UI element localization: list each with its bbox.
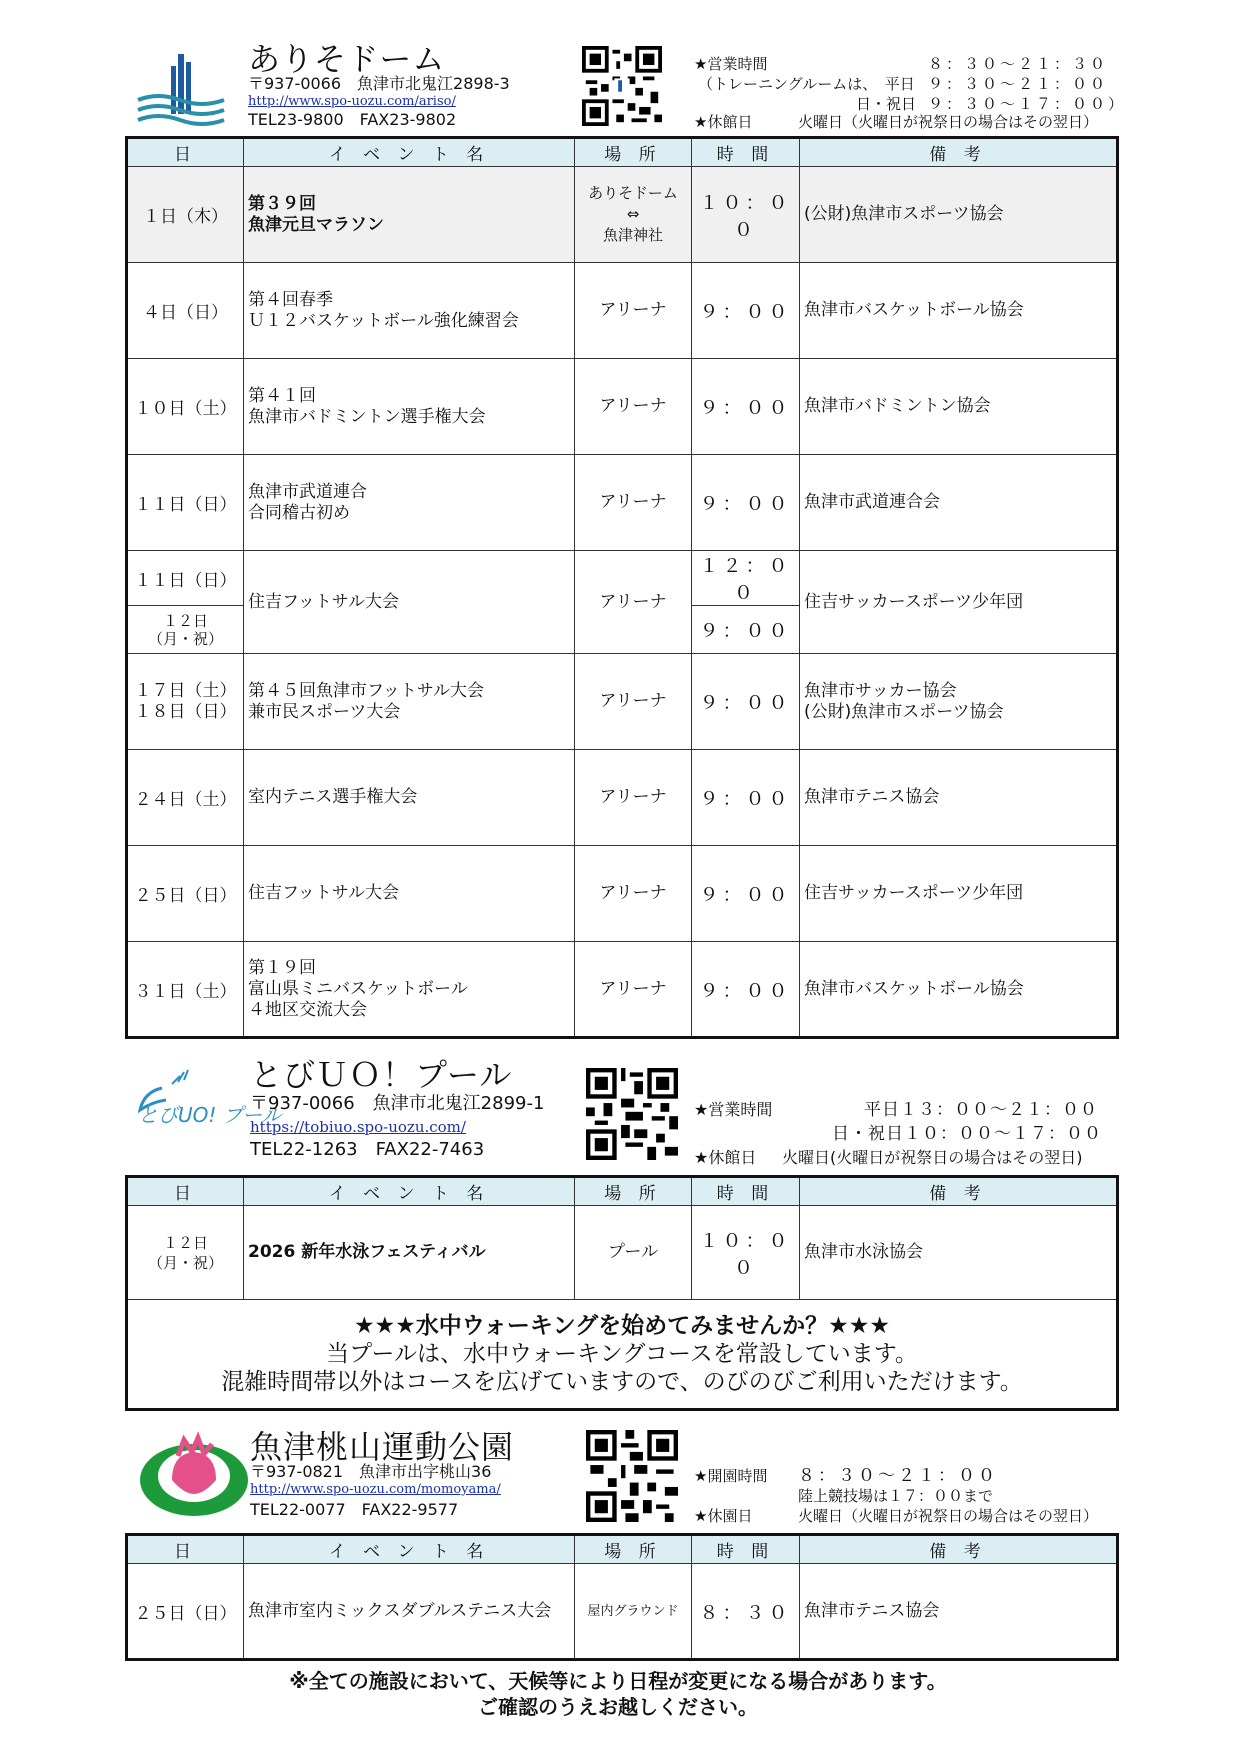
tobiuo-schedule-table	[125, 1175, 1119, 1411]
date-line: （月・祝）	[147, 629, 223, 648]
row-note: 魚津市水泳協会	[800, 1206, 1118, 1300]
event-line: 合同稽古初め	[248, 502, 350, 523]
notice-line: 混雑時間帯以外はコースを広げていますので、のびのびご利用いただけます。	[221, 1369, 1023, 1395]
ariso-closed: 火曜日（火曜日が祝祭日の場合はその翌日）	[798, 113, 1099, 131]
table-header-row	[127, 1177, 1118, 1206]
notice-title: ★★★水中ウォーキングを始めてみませんか？★★★	[353, 1313, 891, 1339]
note-line: (公財)魚津市スポーツ協会	[804, 701, 1004, 722]
momoyama-schedule-table	[125, 1533, 1119, 1661]
row-date: １１日（日）	[127, 551, 244, 606]
ariso-url-link[interactable]: http://www.spo-uozu.com/ariso/	[248, 94, 456, 109]
col-time-header: 時 間	[692, 138, 800, 167]
event-line: 第３９回	[248, 193, 316, 214]
row-date: １０日（土）	[127, 359, 244, 455]
row-time: １２：００	[692, 551, 800, 606]
event-line: 第４５回魚津市フットサル大会	[248, 680, 484, 701]
row-time: ９：００	[692, 359, 800, 455]
row-date: ４日（日）	[127, 263, 244, 359]
momoyama-logo	[138, 1432, 250, 1518]
row-time: ９：００	[692, 455, 800, 551]
row-note: 魚津市バスケットボール協会	[800, 942, 1118, 1038]
row-time: ９：００	[692, 846, 800, 942]
table-row	[127, 1564, 1118, 1660]
event-line: 魚津市武道連合	[248, 481, 367, 502]
row-time: １０：００	[692, 1206, 800, 1300]
row-time: ９：００	[692, 942, 800, 1038]
row-note: 住吉サッカースポーツ少年団	[800, 551, 1118, 654]
row-place: 屋内グラウンド	[575, 1564, 692, 1660]
col-event-header: イ ベ ン ト 名	[244, 1535, 575, 1564]
row-date	[127, 1206, 244, 1300]
arrow-icon: ⇔	[626, 205, 640, 223]
row-event: 2026 新年水泳フェスティバル	[244, 1206, 575, 1300]
col-date-header: 日	[127, 138, 244, 167]
col-place-header: 場 所	[575, 1177, 692, 1206]
row-time: １０：００	[692, 167, 800, 263]
tobiuo-tel: TEL22-1263 FAX22-7463	[250, 1139, 485, 1160]
row-note: 魚津市テニス協会	[800, 1564, 1118, 1660]
momoyama-hours-label: ★開園時間	[694, 1467, 768, 1485]
row-note: 魚津市武道連合会	[800, 455, 1118, 551]
row-time: ９：００	[692, 750, 800, 846]
tobiuo-hours-holiday: 日・祝日１０：００〜１７：００	[832, 1124, 1102, 1144]
momoyama-qr-code	[586, 1430, 678, 1522]
notice-row	[127, 1300, 1118, 1410]
ariso-hours-label-2: （トレーニングルームは、 平日	[698, 75, 915, 93]
date-line: １８日（日）	[134, 701, 237, 722]
row-date: ２４日（土）	[127, 750, 244, 846]
ariso-qr-code	[582, 46, 662, 126]
col-time-header: 時 間	[692, 1535, 800, 1564]
ariso-logo	[136, 52, 226, 128]
table-row	[127, 455, 1118, 551]
row-note: 住吉サッカースポーツ少年団	[800, 846, 1118, 942]
date-line: １７日（土）	[134, 680, 237, 701]
ariso-hours-label-3: 日・祝日	[856, 95, 917, 113]
notice-line: 当プールは、水中ウォーキングコースを常設しています。	[326, 1341, 918, 1367]
momoyama-closed-label: ★休園日	[694, 1507, 753, 1525]
date-line: （月・祝）	[147, 1253, 223, 1272]
tobiuo-logo-text: とびUO! プール	[138, 1103, 282, 1127]
table-row	[127, 359, 1118, 455]
row-event: 室内テニス選手権大会	[244, 750, 575, 846]
table-row	[127, 750, 1118, 846]
row-time: ９：００	[692, 654, 800, 750]
col-event-header: イ ベ ン ト 名	[244, 1177, 575, 1206]
momoyama-closed: 火曜日（火曜日が祝祭日の場合はその翌日）	[798, 1507, 1099, 1525]
date-line: １２日	[162, 1233, 208, 1252]
ariso-name: ありそドーム	[248, 40, 446, 78]
col-note-header: 備 考	[800, 1177, 1118, 1206]
col-note-header: 備 考	[800, 138, 1118, 167]
col-date-header: 日	[127, 1535, 244, 1564]
tobiuo-closed-label: ★休館日	[694, 1148, 757, 1167]
row-date: ２５日（日）	[127, 846, 244, 942]
note-line: 魚津市サッカー協会	[804, 680, 957, 701]
row-place: アリーナ	[575, 551, 692, 654]
event-line: 魚津元旦マラソン	[248, 214, 384, 235]
row-event	[244, 654, 575, 750]
ariso-hours-value-2: ９：３０〜２１：００	[928, 75, 1109, 93]
row-event: 魚津市室内ミックスダブルステニス大会	[244, 1564, 575, 1660]
tobiuo-closed: 火曜日(火曜日が祝祭日の場合はその翌日)	[782, 1148, 1083, 1167]
momoyama-hours: ８：３０〜２１：００	[798, 1466, 998, 1486]
row-place: アリーナ	[575, 455, 692, 551]
tobiuo-logo	[132, 1062, 282, 1146]
col-time-header: 時 間	[692, 1177, 800, 1206]
event-line: 第１９回	[248, 957, 316, 978]
event-line: 第４回春季	[248, 289, 333, 310]
table-row	[127, 654, 1118, 750]
ariso-hours-label-1: ★営業時間	[694, 55, 768, 73]
table-row	[127, 551, 1118, 606]
place-line: 魚津神社	[602, 226, 663, 244]
row-event: 住吉フットサル大会	[244, 551, 575, 654]
ariso-hours-value-1: ８：３０〜２１：３０	[928, 55, 1109, 73]
footer-line: ※全ての施設において、天候等により日程が変更になる場合があります。	[289, 1669, 947, 1693]
table-header-row	[127, 1535, 1118, 1564]
place-line: ありそドーム	[588, 184, 678, 202]
row-note: 魚津市バスケットボール協会	[800, 263, 1118, 359]
row-time: ９：００	[692, 263, 800, 359]
row-time: ９：００	[692, 606, 800, 654]
momoyama-url-link[interactable]: http://www.spo-uozu.com/momoyama/	[250, 1482, 501, 1497]
row-event: 住吉フットサル大会	[244, 846, 575, 942]
tobiuo-address: 〒937-0066 魚津市北鬼江2899-1	[250, 1093, 545, 1114]
event-line: 富山県ミニバスケットボール	[248, 978, 468, 999]
tobiuo-qr-code	[586, 1068, 678, 1160]
ariso-hours-value-3: ９：３０〜１７：００）	[928, 95, 1127, 113]
footer-line: ご確認のうえお越しください。	[478, 1695, 758, 1719]
row-date: ２５日（日）	[127, 1564, 244, 1660]
momoyama-address: 〒937-0821 魚津市出字桃山36	[250, 1462, 492, 1481]
tobiuo-hours-label: ★営業時間	[694, 1100, 773, 1119]
momoyama-hours-note: 陸上競技場は１７：００まで	[798, 1487, 994, 1505]
row-note	[800, 654, 1118, 750]
col-note-header: 備 考	[800, 1535, 1118, 1564]
row-time: ８：３０	[692, 1564, 800, 1660]
row-note: 魚津市バドミントン協会	[800, 359, 1118, 455]
ariso-schedule-table	[125, 136, 1119, 1039]
table-row	[127, 846, 1118, 942]
row-place: アリーナ	[575, 846, 692, 942]
col-event-header: イ ベ ン ト 名	[244, 138, 575, 167]
row-place	[575, 167, 692, 263]
event-line: 魚津市バドミントン選手権大会	[248, 406, 486, 427]
row-note: 魚津市テニス協会	[800, 750, 1118, 846]
date-line: １２日	[162, 611, 208, 630]
footer-notice	[68, 1668, 1168, 1720]
col-place-header: 場 所	[575, 138, 692, 167]
row-note: (公財)魚津市スポーツ協会	[800, 167, 1118, 263]
event-line: 兼市民スポーツ大会	[248, 701, 401, 722]
row-place: アリーナ	[575, 750, 692, 846]
table-row	[127, 1206, 1118, 1300]
row-date: １１日（日）	[127, 455, 244, 551]
event-line: Ｕ１２バスケットボール強化練習会	[248, 310, 519, 331]
tobiuo-hours-weekday: 平日１３：００〜２１：００	[864, 1100, 1098, 1120]
row-place: プール	[575, 1206, 692, 1300]
tobiuo-name: とびＵＯ！プール	[250, 1056, 513, 1094]
ariso-tel: TEL23-9800 FAX23-9802	[248, 110, 457, 129]
table-row	[127, 942, 1118, 1038]
col-place-header: 場 所	[575, 1535, 692, 1564]
row-date: ３１日（土）	[127, 942, 244, 1038]
row-date: １日（木）	[127, 167, 244, 263]
row-event	[244, 263, 575, 359]
ariso-closed-label: ★休館日	[694, 113, 753, 131]
table-header-row	[127, 138, 1118, 167]
table-row	[127, 263, 1118, 359]
row-date	[127, 654, 244, 750]
row-event	[244, 167, 575, 263]
row-place: アリーナ	[575, 654, 692, 750]
row-event	[244, 455, 575, 551]
row-event	[244, 359, 575, 455]
col-date-header: 日	[127, 1177, 244, 1206]
event-line: 第４１回	[248, 385, 316, 406]
row-place: アリーナ	[575, 263, 692, 359]
row-event	[244, 942, 575, 1038]
event-line: ４地区交流大会	[248, 999, 367, 1020]
ariso-address: 〒937-0066 魚津市北鬼江2898-3	[248, 74, 510, 93]
tobiuo-url-link[interactable]: https://tobiuo.spo-uozu.com/	[250, 1118, 466, 1136]
momoyama-tel: TEL22-0077 FAX22-9577	[250, 1500, 459, 1519]
row-place: アリーナ	[575, 942, 692, 1038]
momoyama-name: 魚津桃山運動公園	[250, 1428, 515, 1466]
water-walking-notice	[127, 1300, 1118, 1410]
row-date	[127, 606, 244, 654]
table-row	[127, 167, 1118, 263]
row-place: アリーナ	[575, 359, 692, 455]
